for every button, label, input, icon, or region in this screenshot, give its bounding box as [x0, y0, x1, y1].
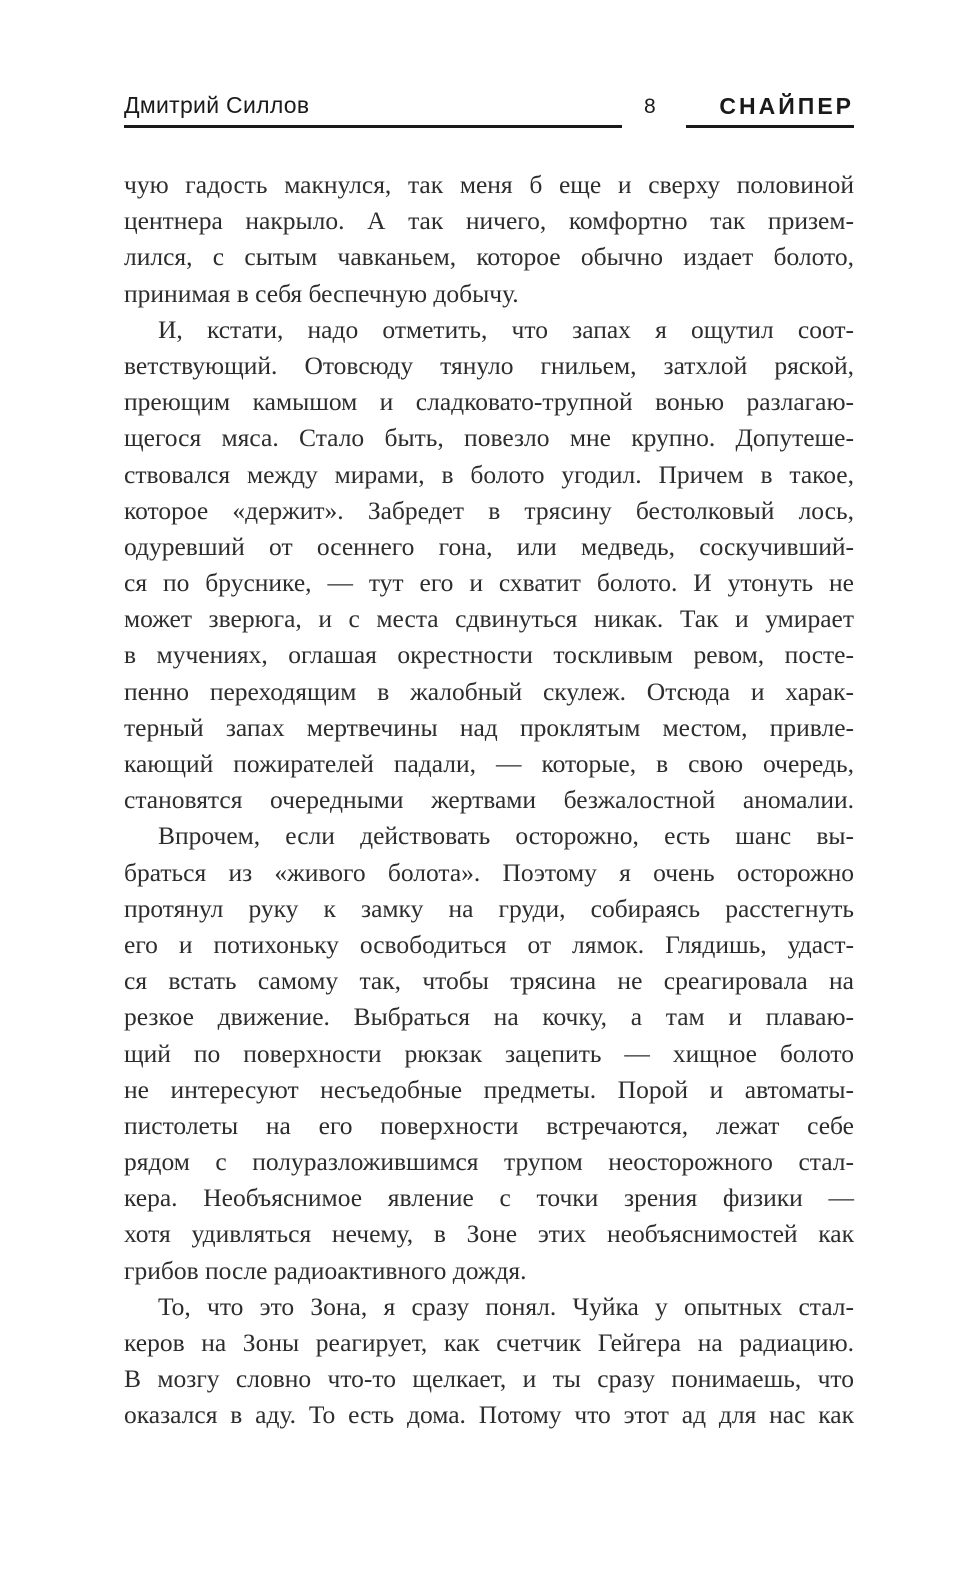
page-number: 8 — [644, 95, 656, 118]
text-line: центнера накрыло. А так ничего, комфортно так призем- — [124, 206, 854, 236]
header-rule-right — [686, 125, 854, 128]
text-line: чую гадость макнулся, так меня б еще и сверху половиной — [124, 170, 854, 199]
text-line: браться из «живого болота». Поэтому я очень осторожно — [124, 857, 854, 887]
text-line: оказался в аду. То есть дома. Потому что этот ад для нас как — [124, 1400, 854, 1430]
running-header — [124, 92, 854, 132]
text-line: терный запах мертвечины над проклятым местом, привле- — [124, 712, 854, 742]
text-line: не интересуют несъедобные предметы. Порой и автоматы- — [124, 1074, 854, 1104]
text-line: принимая в себя беспечную добычу. — [124, 278, 519, 308]
text-line: грибов после радиоактивного дождя. — [124, 1255, 527, 1285]
text-line: рядом с полуразложившимся трупом неосторожного стал- — [124, 1147, 854, 1177]
text-line: резкое движение. Выбраться на кочку, а там и плаваю- — [124, 1002, 854, 1032]
text-line: лился, с сытым чавканьем, которое обычно издает болото, — [124, 242, 854, 272]
text-line: Впрочем, если действовать осторожно, есть шанс вы- — [158, 821, 854, 851]
author-name: Дмитрий Силлов — [124, 92, 310, 118]
text-line: кающий пожирателей падали, — которые, в свою очередь, — [124, 749, 854, 778]
text-line: протянул руку к замку на груди, собираясь расстегнуть — [124, 893, 854, 923]
text-line: щегося мяса. Стало быть, повезло мне крупно. Допутеше- — [124, 423, 854, 453]
text-line: становятся очередными жертвами безжалостной аномалии. — [124, 785, 854, 815]
text-line: одуревший от осеннего гона, или медведь, соскучивший- — [124, 531, 854, 561]
header-rule-left — [124, 125, 622, 128]
text-line: хотя удивляться нечему, в Зоне этих необъяснимостей как — [124, 1219, 854, 1249]
text-line: пенно переходящим в жалобный скулеж. Отсюда и харак- — [124, 676, 854, 706]
body-text — [124, 167, 854, 1434]
text-line: ся встать самому так, чтобы трясина не среагировала на — [124, 966, 854, 996]
text-line: ствовался между мирами, в болото угодил. Причем в такое, — [124, 459, 854, 489]
text-line: ветствующий. Отовсюду тянуло гнильем, затхлой ряской, — [124, 350, 854, 380]
text-line: его и потихоньку освободиться от лямок. Глядишь, удаст- — [124, 929, 854, 959]
text-line: в мучениях, оглашая окрестности тоскливым ревом, посте- — [124, 640, 854, 670]
text-line: То, что это Зона, я сразу понял. Чуйка у опытных стал- — [158, 1291, 854, 1321]
text-line: кера. Необъяснимое явление с точки зрения физики — — [124, 1183, 854, 1213]
text-line: ся по бруснике, — тут его и схватит болото. И утонуть не — [124, 568, 854, 598]
text-line: В мозгу словно что-то щелкает, и ты сразу понимаешь, что — [124, 1364, 854, 1394]
text-line: щий по поверхности рюкзак зацепить — хищное болото — [124, 1038, 854, 1068]
text-line: керов на Зоны реагирует, как счетчик Гейгера на радиацию. — [124, 1328, 854, 1357]
text-line: пистолеты на его поверхности встречаются, лежат себе — [124, 1110, 854, 1140]
text-line: может зверюга, и с места сдвинуться никак. Так и умирает — [124, 604, 854, 634]
text-line: которое «держит». Забредет в трясину бестолковый лось, — [124, 495, 854, 525]
book-title: СНАЙПЕР — [719, 93, 854, 119]
text-line: И, кстати, надо отметить, что запах я ощутил соот- — [158, 314, 854, 344]
text-line: преющим камышом и сладковато-трупной вонью разлагаю- — [124, 387, 854, 417]
